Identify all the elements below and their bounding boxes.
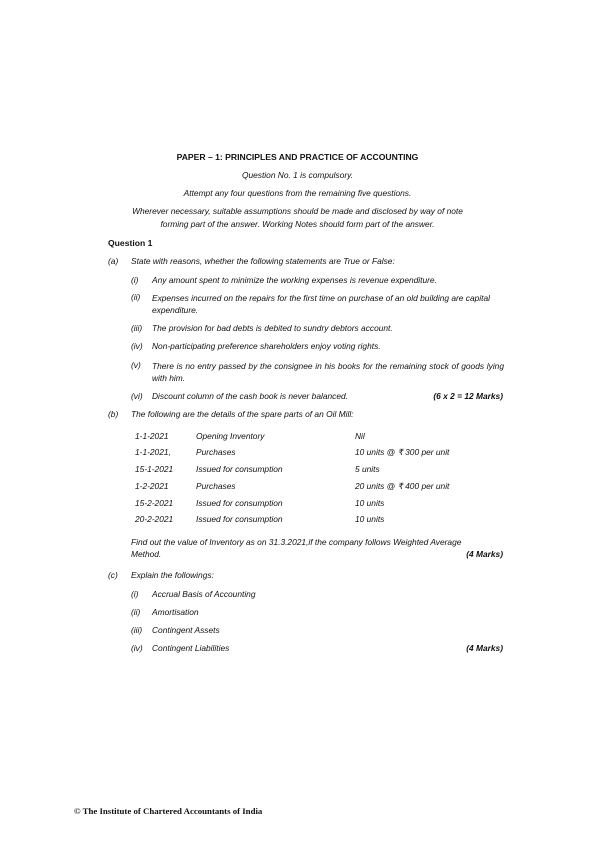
part-c-item-text: Amortisation (152, 607, 199, 617)
paper-title: PAPER – 1: PRINCIPLES AND PRACTICE OF ACCOUNTING (176, 152, 419, 162)
table-cell-date: 15-2-2021 (135, 498, 174, 508)
instruction-working-notes: forming part of the answer. Working Notes should form part of the answer. (160, 219, 435, 229)
instruction-attempt: Attempt any four questions from the remaining five questions. (183, 188, 412, 198)
part-a-item-text: Any amount spent to minimize the working expenses is revenue expenditure. (152, 275, 437, 285)
part-c-item-text: Contingent Assets (152, 625, 220, 635)
table-cell-quantity: 10 units (355, 498, 385, 508)
part-c-item-text: Accrual Basis of Accounting (152, 589, 256, 599)
part-a-item-number: (v) (131, 360, 141, 370)
part-c-item-number: (iii) (131, 625, 143, 635)
part-a-item-text: Non-participating preference shareholders enjoy voting rights. (152, 341, 381, 351)
part-a-item-number: (iii) (131, 323, 143, 333)
part-a-label: (a) (108, 256, 119, 266)
table-cell-description: Issued for consumption (196, 498, 283, 508)
table-cell-quantity: 20 units @ ₹ 400 per unit (355, 481, 450, 491)
table-cell-date: 15-1-2021 (135, 464, 174, 474)
instruction-compulsory: Question No. 1 is compulsory. (241, 170, 354, 180)
part-a-stem: State with reasons, whether the following statements are True or False: (131, 256, 395, 266)
part-b-stem: The following are the details of the spare parts of an Oil Mill: (131, 409, 354, 419)
table-cell-description: Issued for consumption (196, 514, 283, 524)
part-a-item-text: The provision for bad debts is debited to sundry debtors account. (152, 323, 393, 333)
part-c-item-number: (ii) (131, 607, 141, 617)
table-cell-date: 1-1-2021 (135, 431, 169, 441)
part-a-item-text: Discount column of the cash book is never balanced. (152, 391, 348, 401)
table-cell-quantity: 5 units (355, 464, 380, 474)
part-a-item-text: There is no entry passed by the consignee in his books for the remaining stock of goods lying with him. (152, 361, 504, 383)
part-a-item-number: (iv) (131, 341, 143, 351)
table-cell-description: Purchases (196, 447, 236, 457)
part-c-item-number: (i) (131, 589, 139, 599)
part-c-item-text: Contingent Liabilities (152, 643, 230, 653)
part-c-marks: (4 Marks) (466, 643, 503, 653)
part-c-label: (c) (108, 570, 118, 580)
part-b-find-text-continued: Method. (131, 549, 162, 559)
table-cell-quantity: 10 units @ ₹ 300 per unit (355, 447, 450, 457)
part-c-stem: Explain the followings: (131, 570, 214, 580)
part-b-label: (b) (108, 409, 119, 419)
part-a-marks: (6 x 2 = 12 Marks) (433, 391, 503, 401)
table-cell-description: Purchases (196, 481, 236, 491)
table-cell-quantity: 10 units (355, 514, 385, 524)
table-cell-date: 20-2-2021 (135, 514, 174, 524)
part-a-item-number: (ii) (131, 292, 141, 302)
part-b-find-text: Find out the value of Inventory as on 31.3.2021,if the company follows Weighted Average (131, 537, 462, 547)
table-cell-description: Opening Inventory (196, 431, 265, 441)
table-cell-date: 1-1-2021, (135, 447, 171, 457)
table-cell-description: Issued for consumption (196, 464, 283, 474)
part-a-item-number: (vi) (131, 391, 143, 401)
footer-copyright: © The Institute of Chartered Accountants of India (74, 806, 263, 816)
part-a-item-text: Expenses incurred on the repairs for the first time on purchase of an old building are capital expenditure. (152, 293, 490, 315)
part-c-item-number: (iv) (131, 643, 143, 653)
table-cell-date: 1-2-2021 (135, 481, 169, 491)
table-cell-quantity: Nil (355, 431, 365, 441)
part-b-marks: (4 Marks) (466, 549, 503, 559)
part-a-item-number: (i) (131, 275, 139, 285)
question-heading: Question 1 (108, 238, 153, 248)
instruction-assumptions: Wherever necessary, suitable assumptions should be made and disclosed by way of note (132, 206, 463, 216)
